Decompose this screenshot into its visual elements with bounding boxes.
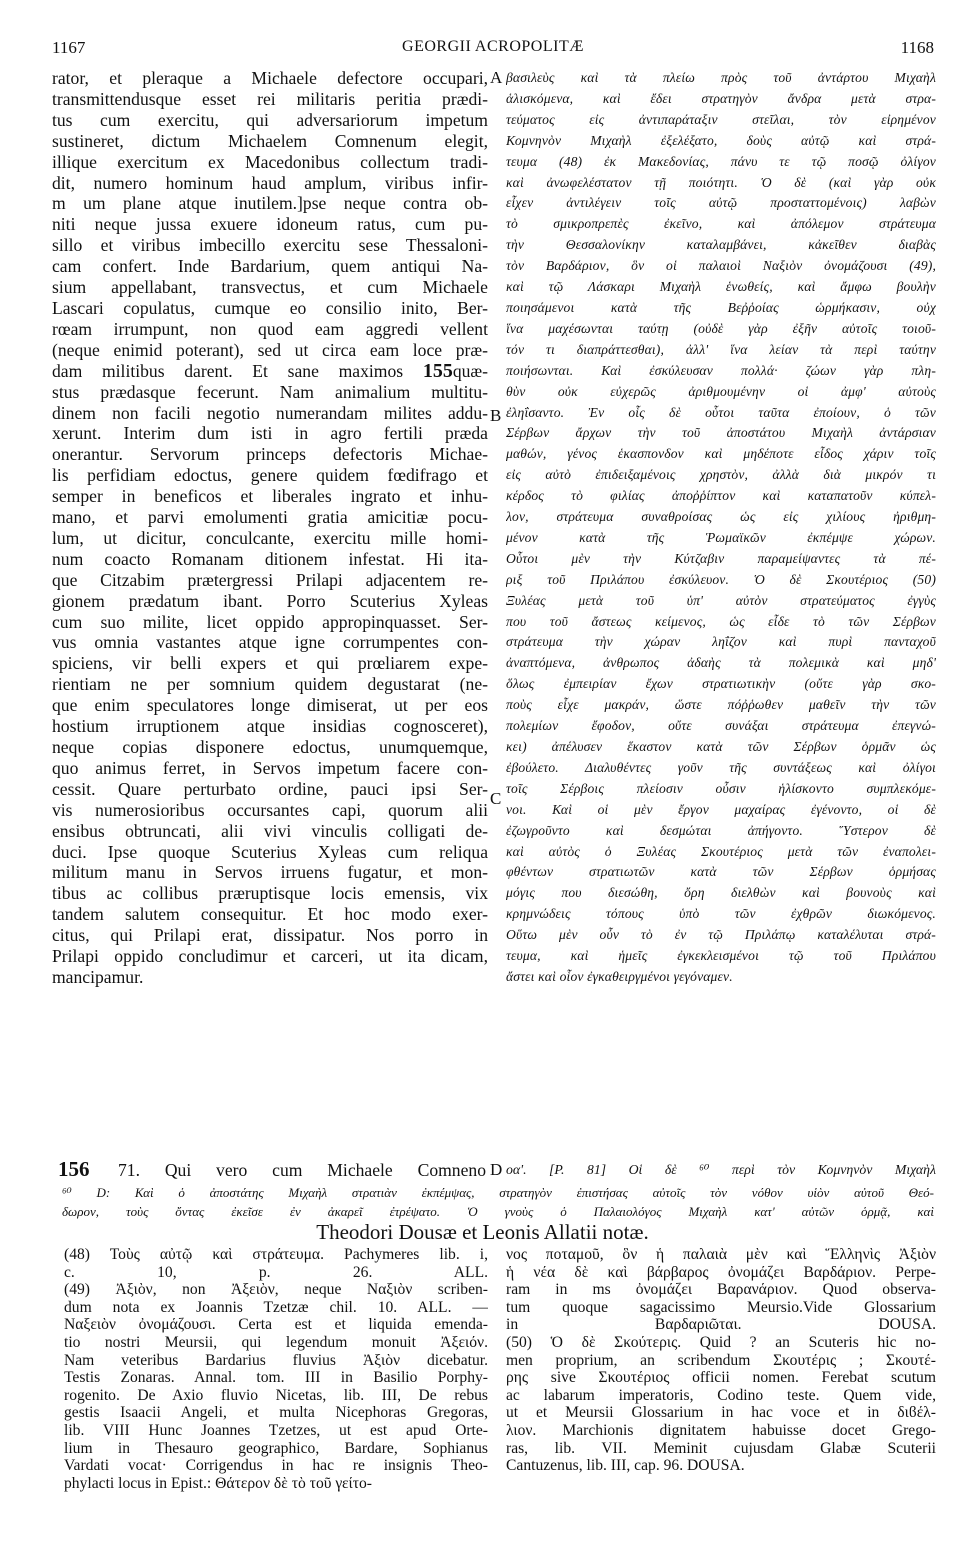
latin-text-line: dit, numero hominum haud amplum, viribus infir-: [52, 172, 488, 193]
note-line: ρης sive Σκουτέριος officii nomen. Ferebat scutum: [506, 1369, 936, 1387]
latin-text-line: Lascari copulatus, cumque eo consilio inito, Ber-: [52, 297, 488, 318]
greek-text-line: Σέρβων ἄρχων τὴν τοῦ ἀποστάτου Μιχαὴλ ἀντάρσιαν: [506, 425, 936, 441]
greek-text-line: λον, στράτευμα συναθροίσας ὡς εἰς χιλίους ἠριθμη-: [506, 509, 936, 525]
latin-continuation-line: 71. Qui vero cum Michaele Comneno: [118, 1160, 486, 1180]
note-line: tio nostri Meursii, qui legendum monuit Ἀξειόν.: [64, 1333, 488, 1351]
note-line: dum nota ex Joannis Tzetzæ chil. 10. ALL. —: [64, 1298, 488, 1316]
greek-text-line: κέρδος τὸ φιλίας ἀποῤῥίπτον καὶ καταπατοῦν κύπελ-: [506, 488, 936, 504]
note-line: ut et Meursii Glossarium in hac voce et in διϐέλ-: [506, 1404, 936, 1422]
greek-text-line: Ξυλέας μετὰ τοῦ ὑπ' αὐτὸν στρατεύματος ἐγγὺς: [506, 592, 936, 608]
note-line: νος ποταμοῦ, ὃν ἡ παλαιὰ μὲν καὶ Ἕλληνὶς Ἀξιὸν: [506, 1246, 936, 1263]
greek-text-line: πολεμίων ἔφοδον, οὔτε συνάξαι στράτευμα ἐπεγνώ-: [506, 718, 936, 734]
note-line: tum quoque sagacissimo Meursio.Vide Glossarium: [506, 1298, 936, 1316]
latin-text-line: dinem non facili negotio numerandam milites addu-: [52, 402, 488, 423]
latin-text-line: militum manu in Servos irruens fugatur, et mon-: [52, 862, 488, 883]
note-line: (49) Ἀξιὸν, non Ἀξειὸν, neque Ναξιὸν scriben-: [64, 1281, 488, 1299]
latin-text-line: mancipamur.: [52, 966, 144, 987]
latin-text-line: stus prædasque fecerunt. Nam animalium multitu-: [52, 381, 488, 402]
page-number-right: 1168: [900, 38, 934, 57]
page-number-left: 1167: [52, 38, 86, 57]
greek-text-line: τευμα, καὶ ἡμεῖς ἐγκεκλεισμένοι τῷ τοῦ Πριλάπου: [506, 948, 936, 964]
latin-text-line: ensibus obtruncati, alii vivi vinculis colligati de-: [52, 820, 488, 841]
note-line: Cantuzenus, lib. III, cap. 96. DOUSA.: [506, 1457, 745, 1475]
note-line: Testis Zonaras. Annal. tom. III in Basilio Porphy-: [64, 1369, 488, 1387]
greek-text-line: ὅλως ἐμπειρίαν ἔχων στρατιωτικὴν (οὔτε γὰρ σκο-: [506, 676, 936, 692]
section-number-155: 155: [422, 360, 453, 382]
latin-text-line: tibus ac collibus præruptisque locis emensis, vix: [52, 883, 488, 904]
greek-text-line: τόν τι διαπράττεσθαι), ἀλλ' ἵνα λείαν τὰ περὶ ταύτην: [506, 341, 936, 357]
greek-text-line: μόγις που διεσώθη, ὄρη διελθὼν καὶ βουνοὺς καὶ: [506, 885, 936, 901]
latin-text-line: vus omnia vastantes atque igne corrumpentes con-: [52, 632, 488, 653]
greek-text-line: τοῖς Σέρβοις πλείοσιν οὖσιν ἡλίσκοντο συμπλεκόμε-: [506, 780, 936, 796]
greek-text-line: ποιήσωνται. Καὶ ἐσκύλευσαν πολλά· ζώων γὰρ πλη-: [506, 362, 936, 378]
greek-text-line: καὶ αὐτὸς ὁ Ξυλέας Σκουτέριος μετὰ τῶν ἐναπολει-: [506, 843, 936, 859]
greek-text-line: καὶ τῷ Λάσκαρι Μιχαὴλ ἑνωθείς, καὶ ἄμφω βουλὴν: [506, 279, 936, 295]
latin-text-line: citus, qui Prilapi erat, dissipatur. Nos porro in: [52, 925, 488, 946]
latin-text-line: cam confert. Inde Bardarium, quem antiqui Na-: [52, 256, 488, 277]
note-line: λιον. Marchionis dignitatem habuisse docet Grego-: [506, 1421, 936, 1439]
greek-text-line: μένον κατὰ τῆς Ῥωμαϊκῶν ἐκπέμψε χώρων.: [506, 529, 936, 545]
greek-text-line: Οὗτοι μὲν τὴν Κύτζαβιν παραμείψαντες τὰ πέ-: [506, 550, 936, 566]
latin-text-line: semper in beneficos et liberales ingrato et inhu-: [52, 486, 488, 507]
latin-column: [52, 68, 488, 988]
note-line: ἡ νέα δὲ καὶ βάρβαρος ὀνομάζει Βαρδάριον. Perpe-: [506, 1263, 936, 1281]
note-line: c. 10, p. 26. ALL.: [64, 1263, 488, 1281]
greek-text-line: κει) ἀπέλυσεν ἕκαστον κατὰ τῶν Σέρβων ὁρμᾶν ὡς: [506, 739, 936, 754]
note-line: (48) Τοὺς αὐτῷ καὶ στράτευμα. Pachymeres lib. i,: [64, 1246, 488, 1263]
margin-marker-c: C: [490, 789, 502, 808]
note-line: ras, lib. VII. Meminit cujusdam Glabæ Scuterii: [506, 1439, 936, 1457]
section-number-156: 156: [58, 1157, 90, 1181]
latin-text-line: tandem salutem consequitur. Et hoc modo exer-: [52, 904, 488, 925]
greek-text-line: ἄστει καὶ οἷον ἐγκαθειργμένοι γεγόναμεν.: [506, 968, 733, 984]
latin-text-line: m um plane atque inutilem.]pse neque contra ob-: [52, 193, 488, 214]
note-line: rogenito. De Axio fluvio Nicetas, lib. III, De rebus: [64, 1386, 488, 1404]
note-line: (50) Ὁ δὲ Σκούτερις. Quid ? an Scuteris hic no-: [506, 1333, 936, 1351]
greek-text-line: στράτευμα τὴν χώραν ληΐζον καὶ πυρὶ πανταχοῦ: [506, 634, 936, 650]
greek-column: [506, 68, 936, 988]
latin-text-line: rientiam ne per somnium quidem degustarat (ne-: [52, 674, 488, 695]
note-line: in Βαρδαριῶται. DOUSA.: [506, 1316, 936, 1334]
greek-text-line: τευμα (48) ἐκ Μακεδονίας, πάνυ τε τῷ ποσῷ ὀλίγον: [506, 153, 936, 169]
latin-text-line: que enim speculatores longe dimiserat, ut per eos: [52, 695, 488, 716]
latin-text-line: num coacto Romanam ditionem infestat. Hi ita-: [52, 548, 488, 569]
greek-text-line: τεύματος εἰς ἀντιπαράταξιν στεῖλαι, τὸν εἰρημένον: [506, 111, 936, 127]
latin-text-line: lum, ut dicitur, conculcante, exercitu mille homi-: [52, 527, 488, 548]
greek-continuation-line: οα'. [P. 81] Οἱ δὲ ⁶⁰ περὶ τὸν Κομνηνὸν Μιχαὴλ: [506, 1162, 936, 1177]
greek-text-line: τὸ σμικροπρεπὲς ἐκεῖνο, καὶ ἀπόλεμον στράτευμα: [506, 216, 936, 232]
margin-marker-d: D: [490, 1160, 503, 1179]
latin-text-line: gionem prædatum ibant. Porro Scuterius Xyleas: [52, 590, 488, 611]
latin-text-line: cessit. Quare perturbato ordine, pauci ipsi Ser-: [52, 778, 488, 799]
latin-text-line: neque copias disponere edoctus, unumquemque,: [52, 737, 488, 757]
greek-text-line: ποὺς εἶχε μακράν, ὥστε πόῤῥωθεν μαθεῖν τὴν τῶν: [506, 697, 936, 713]
note-line: lib. VIII Hunc Joannes Tzetzes, ut est apud Orte-: [64, 1421, 488, 1439]
latin-text-line: illique exercitum ex Macedonibus collectum tradi-: [52, 151, 488, 172]
latin-text-line: sium appellabant, transvectus, et cum Michaele: [52, 277, 488, 298]
latin-text-line: duci. Ipse quoque Scuterius Xyleas cum reliqua: [52, 841, 488, 862]
greek-text-line: νοι. Καὶ οἱ μὲν ἔργον μαχαίρας ἐγένοντο, οἱ δὲ: [506, 801, 936, 817]
greek-text-line: θὺν οὐκ εὐχερῶς ἀριθμουμένην οἱ ἀμφ' αὐτοὺς: [506, 383, 936, 399]
latin-text-line: tus cum exercitu, qui adversariorum impetum: [52, 109, 488, 130]
greek-text-line: εἶχεν ἀντιλέγειν τοῖς αὐτῷ προσταττομένοις) λαβὼν: [506, 195, 936, 211]
greek-text-line: καὶ ἀνωφελέστατον τῇ ποιότητι. Ὁ δὲ (καὶ γὰρ οὐκ: [506, 174, 936, 190]
note-line: men proprium, an scribendum Σκουτέρις ; Σκουτέ-: [506, 1351, 936, 1369]
notes-right-column: [506, 1246, 936, 1475]
latin-text-line: mano, et parvi emolumenti gratia amicitiæ pocu-: [52, 507, 488, 528]
latin-text-line: hostium irruptionem atque insidias cognosceret),: [52, 716, 488, 737]
greek-text-line: Κομνηνὸν Μιχαὴλ ἐξελέξατο, δοὺς αὐτῷ καὶ στρά-: [506, 132, 936, 148]
running-header: [52, 36, 934, 62]
margin-marker-a: A: [490, 68, 503, 87]
latin-text-line: rator, et pleraque a Michaele defectore occupari,: [52, 68, 488, 88]
critical-apparatus: [62, 1183, 934, 1221]
note-line: phylacti locus in Epist.: Θάτερον δὲ τὸ τοῦ γείτο-: [64, 1474, 372, 1492]
margin-marker-b: B: [490, 406, 502, 425]
latin-text-line: sustineret, dictum Michaelem Comnenum elegit,: [52, 130, 488, 151]
greek-text-line: τὸν Βαρδάριον, ὃν οἱ παλαιοὶ Ναξιὸν ὀνομάζουσι (49),: [506, 258, 936, 274]
greek-text-line: ἵνα μαχέσωνται ταύτῃ (οὐδὲ γὰρ ἐξῆν αὐτοῖς τοιοῦ-: [506, 320, 936, 336]
greek-text-line: ἐληΐσαντο. Ἐν οἷς δὲ οὗτοι ταῦτα ἐποίουν, ὁ τῶν: [506, 404, 936, 420]
note-line: lium in Thesauro geographico, Bardare, Sophianus: [64, 1439, 488, 1457]
latin-text-fragment: quæ-: [452, 360, 488, 381]
greek-text-line: τὴν Θεσσαλονίκην καταλαμβάνει, κἀκεῖθεν διαβὰς: [506, 237, 936, 253]
note-line: Ναξειὸν ὀνομάζουσι. Certa est et liquida emenda-: [64, 1316, 488, 1334]
greek-text-line: ποιησάμενοι κατὰ τῆς Βεῤῥοίας ὡρμήκασιν, οὐχ: [506, 299, 936, 315]
latin-text-line: (neque enimid poterant), sed ut circa eam loce præ-: [52, 339, 488, 360]
greek-text-line: Οὕτω μὲν οὖν τὸ ἐν τῷ Πριλάπῳ καταλέλυται στρά-: [506, 927, 936, 943]
latin-text-line: [52, 361, 488, 382]
apparatus-line: ⁶⁰ D: Καὶ ὁ ἀποστάτης Μιχαὴλ στρατιὰν ἐκπέμψας, στρατηγὸν ἐπιστήσας αὐτοῖς τὸν νόθον υἱὸν αὐτοῦ Θεό-: [62, 1185, 934, 1200]
note-line: Vardati vocat· Corrigendus in hac re insignis Theo-: [64, 1457, 488, 1475]
greek-text-line: ἐβούλετο. Διαλυθέντες γοῦν τῆς συντάξεως καὶ ὀλίγοι: [506, 759, 936, 775]
note-line: Nam veteribus Bardarius fluvius Ἀξιὸν dicebatur.: [64, 1351, 488, 1369]
notes-left-column: [64, 1246, 488, 1492]
greek-text-line: βασιλεὺς καὶ τὰ πλείω πρὸς τοῦ ἀντάρτου Μιχαὴλ: [506, 70, 936, 85]
latin-text-line: quo animus ferret, in Servos impetum facere con-: [52, 757, 488, 778]
note-line: gestis Isaacii Angeli, et multa Nicephoras Gregoras,: [64, 1404, 488, 1422]
greek-text-line: ριξ τοῦ Πριλάπου ἐσκύλευον. Ὁ δὲ Σκουτέριος (50): [506, 571, 936, 587]
latin-text-line: xerunt. Interim dum isti in agro fertili præda: [52, 423, 488, 444]
greek-text-line: εἰς αὐτὸ ἐπιδειξαμένοις χρηστὸν, ἀλλὰ διὰ μικρόν τι: [506, 467, 936, 483]
latin-text-line: rœam irrumpunt, non quod eam aggredi vellent: [52, 318, 488, 339]
latin-text-line: onerantur. Servorum princeps defectoris Michae-: [52, 444, 488, 465]
latin-text-line: que Citzabim prætergressi Prilapi adjacentem re-: [52, 569, 488, 590]
latin-text-line: vis numerosioribus occursantes capi, quorum alii: [52, 799, 488, 820]
greek-text-line: φθέντων στρατιωτῶν κατὰ τῶν Σέρβων ὁρμήσας: [506, 864, 936, 880]
note-line: ac labarum imperatoris, Codino teste. Quem vide,: [506, 1386, 936, 1404]
greek-text-line: κρημνώδεις τόπους ὑπὸ τῶν ἐχθρῶν διωκόμενος.: [506, 906, 936, 922]
greek-text-line: ἁλισκόμενα, καὶ ἔδει στρατηγὸν ἄνδρα μετὰ στρα-: [506, 90, 936, 106]
running-title: GEORGII ACROPOLITÆ: [402, 38, 584, 55]
latin-text-fragment: dam militibus darent. Et sane maximos: [52, 360, 404, 381]
latin-text-line: sillo et viribus imbecillo exercitu sese Thessaloni-: [52, 235, 488, 256]
latin-text-line: cum suo milite, licet oppido appropinquasset. Ser-: [52, 611, 488, 632]
greek-text-line: που τοῦ ἄστεως κείμενος, ὡς εἶδε τὸ τῶν Σέρβων: [506, 613, 936, 629]
notes-title: Theodori Dousæ et Leonis Allatii notæ.: [316, 1220, 649, 1244]
latin-text-line: transmittendusque esset rei militaris peritia prædi-: [52, 88, 488, 109]
apparatus-line: δωρον, τοὺς ὄντας ἐκεῖσε ἐν ἀκαρεῖ ἐτρέψατο. Ὁ γνοὺς ὁ Παλαιολόγος Μιχαὴλ κατ' αὐτῶν ὁρμᾷ, καὶ: [62, 1204, 934, 1219]
latin-text-line: lis perfidiam edoctus, genere quidem fœdifrago et: [52, 465, 488, 486]
greek-text-line: ἐζωγροῦντο καὶ δεσμώται ἀπήγοντο. Ὕστερον δὲ: [506, 822, 936, 838]
latin-text-line: niti neque jussa exuere idoneum ratus, cum pu-: [52, 214, 488, 235]
note-line: ram in ms ὀνομάζει Βαρανάριον. Quod observa-: [506, 1281, 936, 1299]
greek-text-line: ἀναπτόμενα, ἀνθρωπος ἀδαὴς τὰ πολεμικὰ καὶ μηδ': [506, 655, 936, 671]
greek-text-line: μαθών, γένος ἑκασπονδον καὶ μηδέποτε εἶδος χάριν τοῖς: [506, 446, 936, 462]
latin-text-line: Prilapi oppido concludimur et carceri, ut ita dicam,: [52, 946, 488, 967]
latin-text-line: spiciens, vir belli expers et qui prœliarem expe-: [52, 653, 488, 674]
